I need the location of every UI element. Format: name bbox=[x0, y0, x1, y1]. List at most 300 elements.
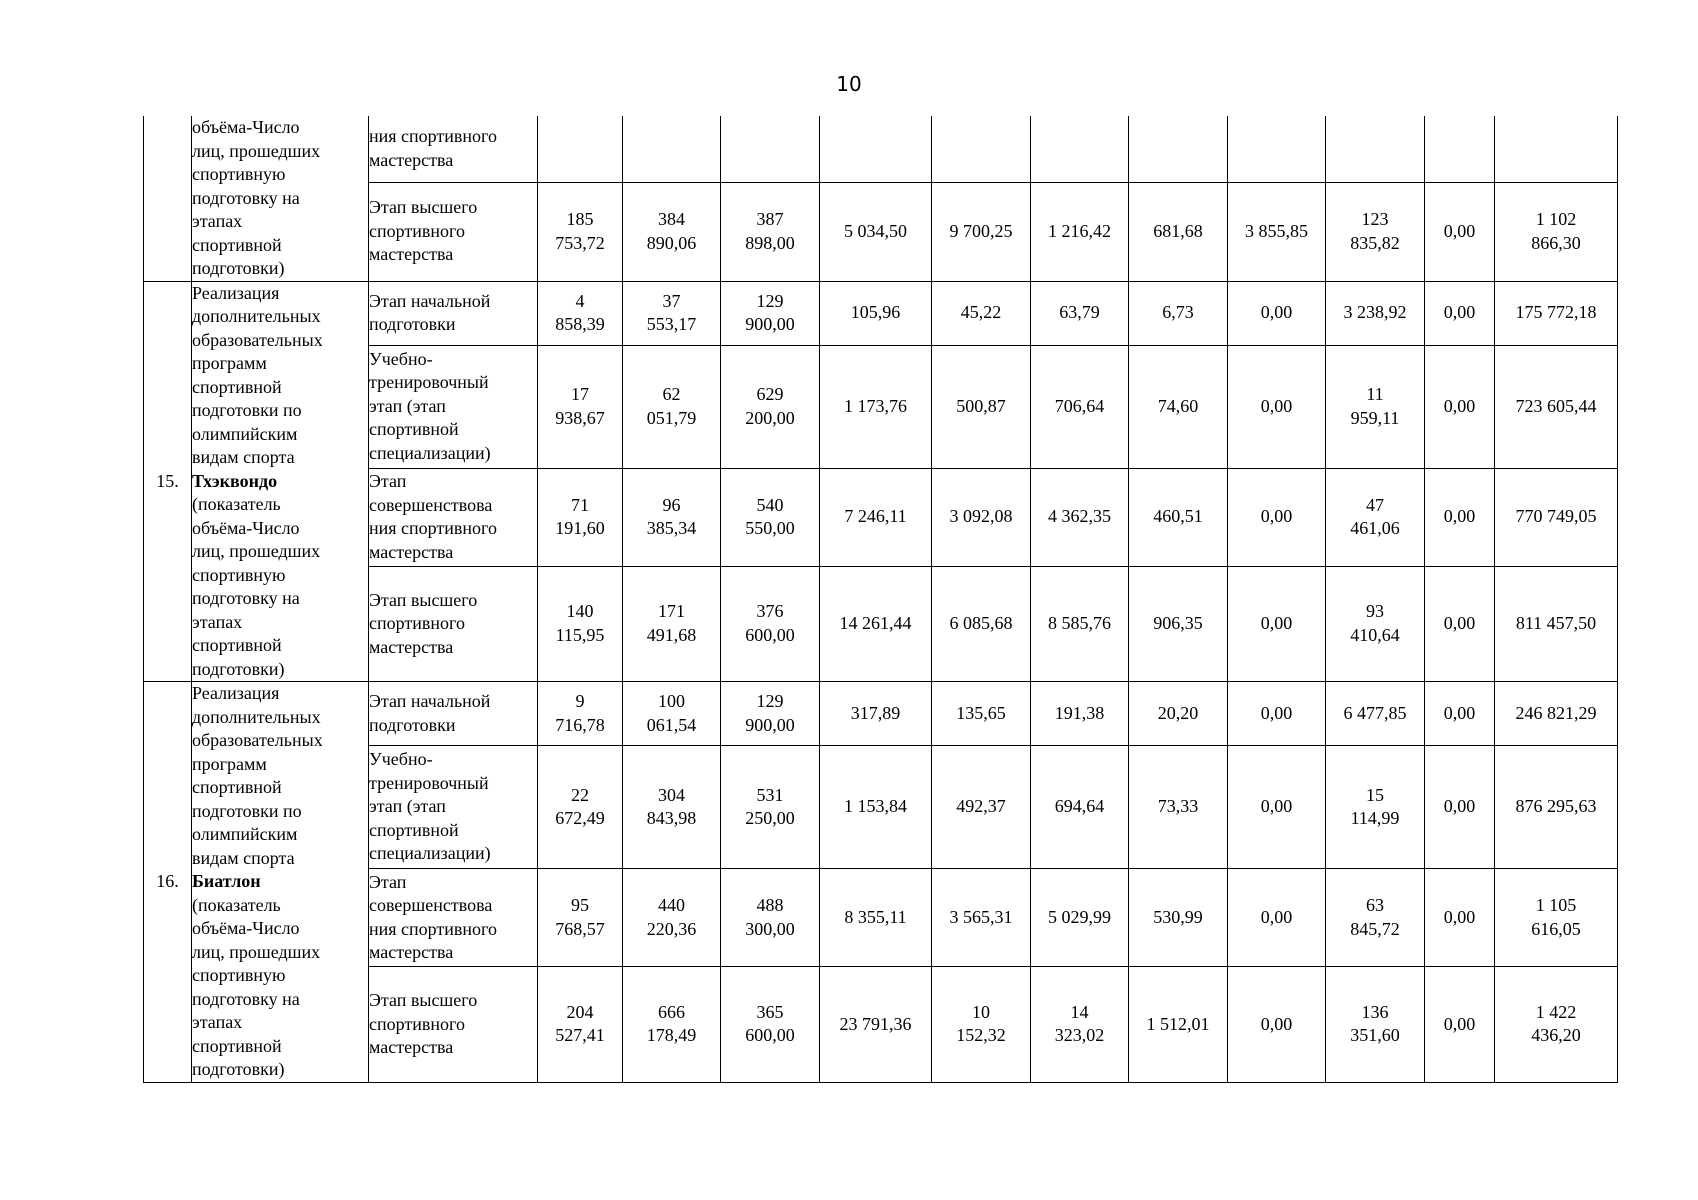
value-line: 74,60 bbox=[1157, 395, 1199, 416]
description-line: спортивной bbox=[192, 635, 282, 655]
value-line: 376 bbox=[756, 601, 784, 622]
value-cell bbox=[721, 468, 820, 566]
value-cell bbox=[1228, 869, 1326, 967]
stage-line: ния спортивного bbox=[369, 918, 497, 939]
value-line: 0,00 bbox=[1443, 796, 1476, 817]
description-line: подготовки) bbox=[192, 1059, 285, 1079]
value-line: 6,73 bbox=[1162, 302, 1194, 323]
value-cell bbox=[1495, 281, 1618, 345]
value-cell bbox=[623, 468, 721, 566]
value-cell bbox=[1129, 967, 1228, 1082]
value-line: 530,99 bbox=[1153, 906, 1203, 927]
value-cell bbox=[820, 182, 932, 281]
value-line: 553,17 bbox=[646, 314, 697, 335]
value-line: 200,00 bbox=[745, 407, 795, 428]
description-line: объёма-Число bbox=[192, 117, 300, 137]
value-line: 105,96 bbox=[850, 302, 901, 323]
value-line: 191,38 bbox=[1054, 702, 1105, 723]
value-cell bbox=[1228, 345, 1326, 468]
value-cell bbox=[1031, 869, 1129, 967]
value-line: 694,64 bbox=[1054, 796, 1105, 817]
table-row bbox=[144, 116, 1618, 182]
value-line: 171 bbox=[658, 601, 685, 622]
description-line: спортивной bbox=[192, 777, 282, 797]
value-line: 410,64 bbox=[1350, 624, 1400, 645]
stage-cell bbox=[369, 116, 538, 182]
value-line: 140 bbox=[566, 601, 594, 622]
stage-line: мастерства bbox=[369, 636, 454, 657]
value-cell bbox=[623, 566, 721, 681]
value-line: 1 102 bbox=[1535, 209, 1577, 229]
value-line: 47 bbox=[1366, 494, 1384, 515]
value-cell bbox=[1425, 746, 1495, 869]
value-cell bbox=[820, 746, 932, 869]
description-line: этапах bbox=[192, 211, 243, 231]
description-line: подготовку на bbox=[192, 588, 300, 608]
value-line: 304 bbox=[658, 784, 685, 805]
value-cell bbox=[1228, 468, 1326, 566]
description-line: подготовку на bbox=[192, 988, 300, 1009]
value-cell bbox=[1129, 281, 1228, 345]
stage-line: подготовки bbox=[369, 714, 456, 735]
value-line: 250,00 bbox=[745, 808, 795, 829]
value-cell bbox=[820, 869, 932, 967]
value-cell bbox=[721, 182, 820, 281]
value-cell bbox=[1326, 345, 1425, 468]
value-cell bbox=[1129, 682, 1228, 746]
description-line: подготовки) bbox=[192, 658, 285, 679]
page-number: 10 bbox=[836, 72, 862, 96]
value-cell bbox=[820, 566, 932, 681]
value-line: 129 bbox=[756, 290, 784, 311]
value-cell bbox=[1495, 566, 1618, 681]
description-line: дополнительных bbox=[192, 306, 321, 326]
value-line: 600,00 bbox=[745, 624, 795, 645]
value-cell bbox=[820, 116, 932, 182]
value-cell bbox=[538, 746, 623, 869]
value-line: 0,00 bbox=[1260, 796, 1293, 817]
value-cell bbox=[1425, 468, 1495, 566]
value-line: 531 bbox=[756, 784, 784, 805]
value-cell bbox=[1031, 116, 1129, 182]
value-cell bbox=[1326, 869, 1425, 967]
value-line: 3 092,08 bbox=[949, 506, 1013, 527]
description-line: образовательных bbox=[192, 730, 323, 750]
value-line: 768,57 bbox=[555, 918, 605, 939]
row-number-cell: 16. bbox=[144, 682, 192, 1083]
description-line: дополнительных bbox=[192, 706, 321, 727]
value-cell bbox=[1326, 182, 1425, 281]
value-cell bbox=[932, 682, 1031, 746]
value-cell bbox=[1228, 281, 1326, 345]
description-cell bbox=[192, 682, 369, 1083]
value-cell bbox=[1031, 967, 1129, 1082]
stage-line: совершенствова bbox=[369, 494, 493, 515]
stage-line: подготовки bbox=[369, 314, 456, 335]
funding-table bbox=[143, 116, 1618, 1083]
row-number-cell bbox=[144, 116, 192, 281]
description-line: подготовки по bbox=[192, 400, 302, 420]
value-line: 900,00 bbox=[745, 714, 795, 735]
value-line: 0,00 bbox=[1443, 220, 1476, 241]
value-line: 0,00 bbox=[1443, 702, 1476, 723]
value-cell bbox=[1228, 746, 1326, 869]
value-cell bbox=[1326, 682, 1425, 746]
value-cell bbox=[1425, 116, 1495, 182]
description-line: спортивной bbox=[192, 1035, 282, 1056]
value-line: 45,22 bbox=[960, 302, 1002, 323]
value-cell bbox=[538, 566, 623, 681]
value-line: 0,00 bbox=[1443, 613, 1476, 634]
value-cell bbox=[932, 281, 1031, 345]
value-cell bbox=[932, 182, 1031, 281]
stage-line: Этап начальной bbox=[369, 290, 491, 311]
value-line: 666 bbox=[658, 1001, 685, 1022]
value-cell bbox=[1228, 682, 1326, 746]
value-line: 051,79 bbox=[646, 407, 697, 428]
value-line: 220,36 bbox=[646, 918, 697, 939]
value-line: 9 bbox=[575, 691, 585, 712]
value-line: 3 238,92 bbox=[1343, 302, 1407, 323]
value-line: 11 bbox=[1366, 384, 1384, 405]
value-line: 8 355,11 bbox=[844, 906, 907, 927]
value-line: 6 085,68 bbox=[949, 613, 1013, 634]
value-line: 0,00 bbox=[1260, 613, 1293, 634]
value-cell bbox=[623, 345, 721, 468]
value-line: 811 457,50 bbox=[1515, 613, 1597, 634]
value-cell bbox=[721, 345, 820, 468]
value-line: 178,49 bbox=[646, 1025, 697, 1046]
value-cell bbox=[932, 566, 1031, 681]
value-line: 3 855,85 bbox=[1245, 220, 1308, 241]
value-line: 1 153,84 bbox=[844, 796, 907, 817]
value-cell bbox=[932, 468, 1031, 566]
value-line: 527,41 bbox=[555, 1025, 605, 1046]
value-line: 175 772,18 bbox=[1515, 302, 1597, 323]
value-line: 492,37 bbox=[956, 796, 1006, 817]
stage-line: этап (этап bbox=[369, 395, 446, 416]
stage-line: этап (этап bbox=[369, 796, 446, 817]
value-line: 100 bbox=[658, 691, 685, 712]
stage-line: мастерства bbox=[369, 244, 454, 265]
value-cell bbox=[820, 345, 932, 468]
value-line: 959,11 bbox=[1350, 407, 1400, 428]
stage-line: тренировочный bbox=[369, 372, 489, 393]
sport-name: Биатлон bbox=[192, 871, 261, 891]
value-cell bbox=[1031, 281, 1129, 345]
value-cell bbox=[623, 869, 721, 967]
value-cell bbox=[1425, 182, 1495, 281]
value-line: 843,98 bbox=[646, 808, 697, 829]
description-line: программ bbox=[192, 353, 267, 373]
value-cell bbox=[1425, 869, 1495, 967]
description-line: лиц, прошедших bbox=[192, 941, 321, 962]
value-cell bbox=[623, 682, 721, 746]
value-line: 716,78 bbox=[555, 714, 605, 735]
stage-cell bbox=[369, 566, 538, 681]
description-line: спортивную bbox=[192, 164, 286, 184]
value-line: 858,39 bbox=[555, 314, 605, 335]
value-line: 136 bbox=[1361, 1001, 1389, 1022]
value-cell bbox=[1495, 682, 1618, 746]
value-line: 62 bbox=[662, 384, 681, 405]
value-cell bbox=[721, 566, 820, 681]
row-number-cell: 15. bbox=[144, 281, 192, 682]
value-line: 73,33 bbox=[1157, 796, 1199, 817]
stage-line: Этап высшего bbox=[369, 589, 478, 610]
value-cell bbox=[1129, 746, 1228, 869]
description-line: видам спорта bbox=[192, 847, 295, 868]
value-line: 0,00 bbox=[1260, 702, 1293, 723]
value-cell bbox=[1495, 182, 1618, 281]
stage-cell bbox=[369, 967, 538, 1082]
value-cell bbox=[623, 281, 721, 345]
value-line: 0,00 bbox=[1260, 395, 1293, 416]
value-line: 63 bbox=[1366, 895, 1384, 916]
value-cell bbox=[932, 869, 1031, 967]
value-cell bbox=[1031, 468, 1129, 566]
value-cell bbox=[1129, 182, 1228, 281]
value-line: 17 bbox=[571, 384, 589, 405]
stage-line: ния спортивного bbox=[369, 518, 497, 539]
description-line: спортивной bbox=[192, 234, 282, 255]
stage-cell bbox=[369, 746, 538, 869]
value-cell bbox=[1425, 967, 1495, 1082]
value-cell bbox=[623, 182, 721, 281]
value-line: 706,64 bbox=[1054, 395, 1105, 416]
stage-line: мастерства bbox=[369, 541, 454, 562]
value-line: 1 173,76 bbox=[844, 395, 907, 416]
value-line: 0,00 bbox=[1443, 395, 1476, 416]
value-line: 22 bbox=[571, 784, 589, 805]
value-line: 0,00 bbox=[1260, 506, 1293, 527]
stage-line: совершенствова bbox=[369, 895, 493, 916]
value-cell bbox=[1425, 345, 1495, 468]
value-line: 23 791,36 bbox=[839, 1013, 912, 1034]
value-line: 540 bbox=[756, 494, 784, 515]
value-cell bbox=[1228, 182, 1326, 281]
value-cell bbox=[538, 967, 623, 1082]
value-line: 876 295,63 bbox=[1515, 796, 1597, 817]
value-line: 185 bbox=[566, 209, 594, 229]
value-line: 300,00 bbox=[745, 918, 795, 939]
value-line: 204 bbox=[566, 1001, 594, 1022]
value-cell bbox=[1129, 116, 1228, 182]
value-line: 0,00 bbox=[1260, 302, 1293, 323]
value-line: 1 422 bbox=[1535, 1001, 1577, 1022]
value-cell bbox=[721, 281, 820, 345]
value-line: 14 bbox=[1070, 1001, 1089, 1022]
stage-line: Этап начальной bbox=[369, 691, 491, 712]
value-line: 723 605,44 bbox=[1515, 395, 1597, 416]
value-line: 114,99 bbox=[1350, 808, 1400, 829]
value-line: 460,51 bbox=[1153, 506, 1203, 527]
value-line: 672,49 bbox=[555, 808, 605, 829]
stage-cell bbox=[369, 281, 538, 345]
value-line: 600,00 bbox=[745, 1025, 795, 1046]
value-line: 770 749,05 bbox=[1515, 506, 1597, 527]
value-line: 1 105 bbox=[1535, 895, 1577, 916]
value-cell bbox=[721, 967, 820, 1082]
value-line: 95 bbox=[571, 895, 589, 916]
description-line: (показатель bbox=[192, 494, 281, 514]
value-cell bbox=[1031, 345, 1129, 468]
value-cell bbox=[1326, 566, 1425, 681]
description-line: этапах bbox=[192, 1012, 243, 1032]
value-cell bbox=[1326, 281, 1425, 345]
value-line: 135,65 bbox=[956, 702, 1006, 723]
description-line: Реализация bbox=[192, 282, 280, 303]
description-line: спортивной bbox=[192, 376, 282, 397]
value-line: 488 bbox=[756, 895, 784, 916]
value-line: 461,06 bbox=[1350, 518, 1400, 539]
stage-line: Этап bbox=[369, 871, 407, 892]
stage-cell bbox=[369, 468, 538, 566]
description-cell bbox=[192, 116, 369, 281]
value-cell bbox=[1326, 746, 1425, 869]
value-line: 491,68 bbox=[646, 624, 697, 645]
value-line: 15 bbox=[1366, 784, 1384, 805]
value-line: 387 bbox=[756, 209, 784, 229]
value-line: 384 bbox=[658, 209, 685, 229]
value-cell bbox=[1326, 967, 1425, 1082]
value-cell bbox=[538, 345, 623, 468]
value-cell bbox=[1228, 116, 1326, 182]
stage-line: мастерства bbox=[369, 1037, 454, 1058]
value-line: 152,32 bbox=[956, 1025, 1006, 1046]
value-line: 3 565,31 bbox=[949, 906, 1013, 927]
value-line: 061,54 bbox=[646, 714, 697, 735]
stage-line: мастерства bbox=[369, 942, 454, 963]
value-line: 14 261,44 bbox=[839, 613, 912, 634]
value-cell bbox=[1495, 345, 1618, 468]
value-cell bbox=[932, 967, 1031, 1082]
value-cell bbox=[1495, 746, 1618, 869]
stage-line: тренировочный bbox=[369, 772, 489, 793]
description-line: Реализация bbox=[192, 683, 280, 703]
value-cell bbox=[1495, 967, 1618, 1082]
value-line: 898,00 bbox=[745, 232, 795, 253]
value-line: 71 bbox=[571, 494, 589, 515]
stage-line: спортивного bbox=[369, 613, 465, 634]
value-line: 317,89 bbox=[850, 702, 901, 723]
value-line: 0,00 bbox=[1443, 1013, 1476, 1034]
value-line: 0,00 bbox=[1260, 906, 1293, 927]
value-line: 753,72 bbox=[555, 232, 605, 253]
value-cell bbox=[538, 281, 623, 345]
value-cell bbox=[623, 116, 721, 182]
stage-cell bbox=[369, 345, 538, 468]
value-cell bbox=[1425, 281, 1495, 345]
description-line: лиц, прошедших bbox=[192, 140, 321, 161]
value-cell bbox=[1129, 566, 1228, 681]
stage-line: спортивной bbox=[369, 419, 459, 440]
value-cell bbox=[1228, 967, 1326, 1082]
value-cell bbox=[1495, 116, 1618, 182]
value-line: 550,00 bbox=[745, 518, 795, 539]
value-line: 616,05 bbox=[1531, 918, 1581, 939]
value-line: 0,00 bbox=[1443, 506, 1476, 527]
value-line: 500,87 bbox=[956, 395, 1006, 416]
description-line: спортивную bbox=[192, 965, 286, 985]
value-line: 866,30 bbox=[1531, 232, 1581, 253]
description-line: этапах bbox=[192, 611, 243, 632]
description-line: объёма-Число bbox=[192, 918, 300, 938]
stage-line: специализации) bbox=[369, 442, 491, 463]
description-line: лиц, прошедших bbox=[192, 541, 321, 561]
description-line: видам спорта bbox=[192, 447, 295, 467]
stage-line: ния спортивного bbox=[369, 126, 497, 147]
value-line: 246 821,29 bbox=[1515, 702, 1597, 723]
value-cell bbox=[1129, 345, 1228, 468]
table-row bbox=[144, 281, 1618, 345]
value-line: 7 246,11 bbox=[844, 506, 907, 527]
stage-line: Учебно- bbox=[369, 348, 433, 369]
value-cell bbox=[932, 345, 1031, 468]
value-cell bbox=[820, 468, 932, 566]
value-line: 845,72 bbox=[1350, 918, 1400, 939]
description-line: олимпийским bbox=[192, 423, 298, 444]
value-cell bbox=[721, 746, 820, 869]
value-cell bbox=[1495, 468, 1618, 566]
value-line: 115,95 bbox=[555, 624, 605, 645]
value-line: 96 bbox=[662, 494, 681, 515]
value-line: 436,20 bbox=[1531, 1025, 1581, 1046]
value-cell bbox=[538, 468, 623, 566]
value-line: 0,00 bbox=[1260, 1013, 1293, 1034]
description-line: (показатель bbox=[192, 894, 281, 915]
description-line: подготовки) bbox=[192, 258, 285, 278]
description-line: подготовки по bbox=[192, 800, 302, 821]
value-line: 440 bbox=[658, 895, 685, 916]
value-cell bbox=[1326, 468, 1425, 566]
value-cell bbox=[623, 967, 721, 1082]
description-line: подготовку на bbox=[192, 187, 300, 208]
value-line: 890,06 bbox=[646, 232, 697, 253]
stage-cell bbox=[369, 682, 538, 746]
value-cell bbox=[932, 746, 1031, 869]
stage-line: Учебно- bbox=[369, 749, 433, 770]
value-line: 1 512,01 bbox=[1146, 1013, 1210, 1034]
value-cell bbox=[1129, 468, 1228, 566]
value-line: 0,00 bbox=[1443, 302, 1476, 323]
value-cell bbox=[623, 746, 721, 869]
value-cell bbox=[1031, 746, 1129, 869]
stage-line: Этап высшего bbox=[369, 197, 478, 218]
value-line: 63,79 bbox=[1059, 302, 1100, 323]
value-line: 351,60 bbox=[1350, 1025, 1400, 1046]
stage-line: спортивной bbox=[369, 819, 459, 840]
description-line: олимпийским bbox=[192, 824, 298, 844]
value-line: 10 bbox=[972, 1001, 990, 1022]
stage-line: специализации) bbox=[369, 843, 491, 864]
value-line: 9 700,25 bbox=[949, 220, 1013, 241]
value-line: 5 034,50 bbox=[844, 220, 907, 241]
value-line: 6 477,85 bbox=[1343, 702, 1407, 723]
value-cell bbox=[538, 682, 623, 746]
value-line: 4 362,35 bbox=[1048, 506, 1111, 527]
description-line: программ bbox=[192, 753, 267, 774]
value-line: 385,34 bbox=[646, 518, 697, 539]
value-line: 0,00 bbox=[1443, 906, 1476, 927]
value-line: 629 bbox=[756, 384, 784, 405]
value-line: 129 bbox=[756, 691, 784, 712]
stage-line: мастерства bbox=[369, 149, 454, 170]
value-cell bbox=[721, 116, 820, 182]
value-cell bbox=[721, 869, 820, 967]
stage-line: Этап bbox=[369, 471, 407, 492]
value-line: 20,20 bbox=[1157, 702, 1199, 723]
